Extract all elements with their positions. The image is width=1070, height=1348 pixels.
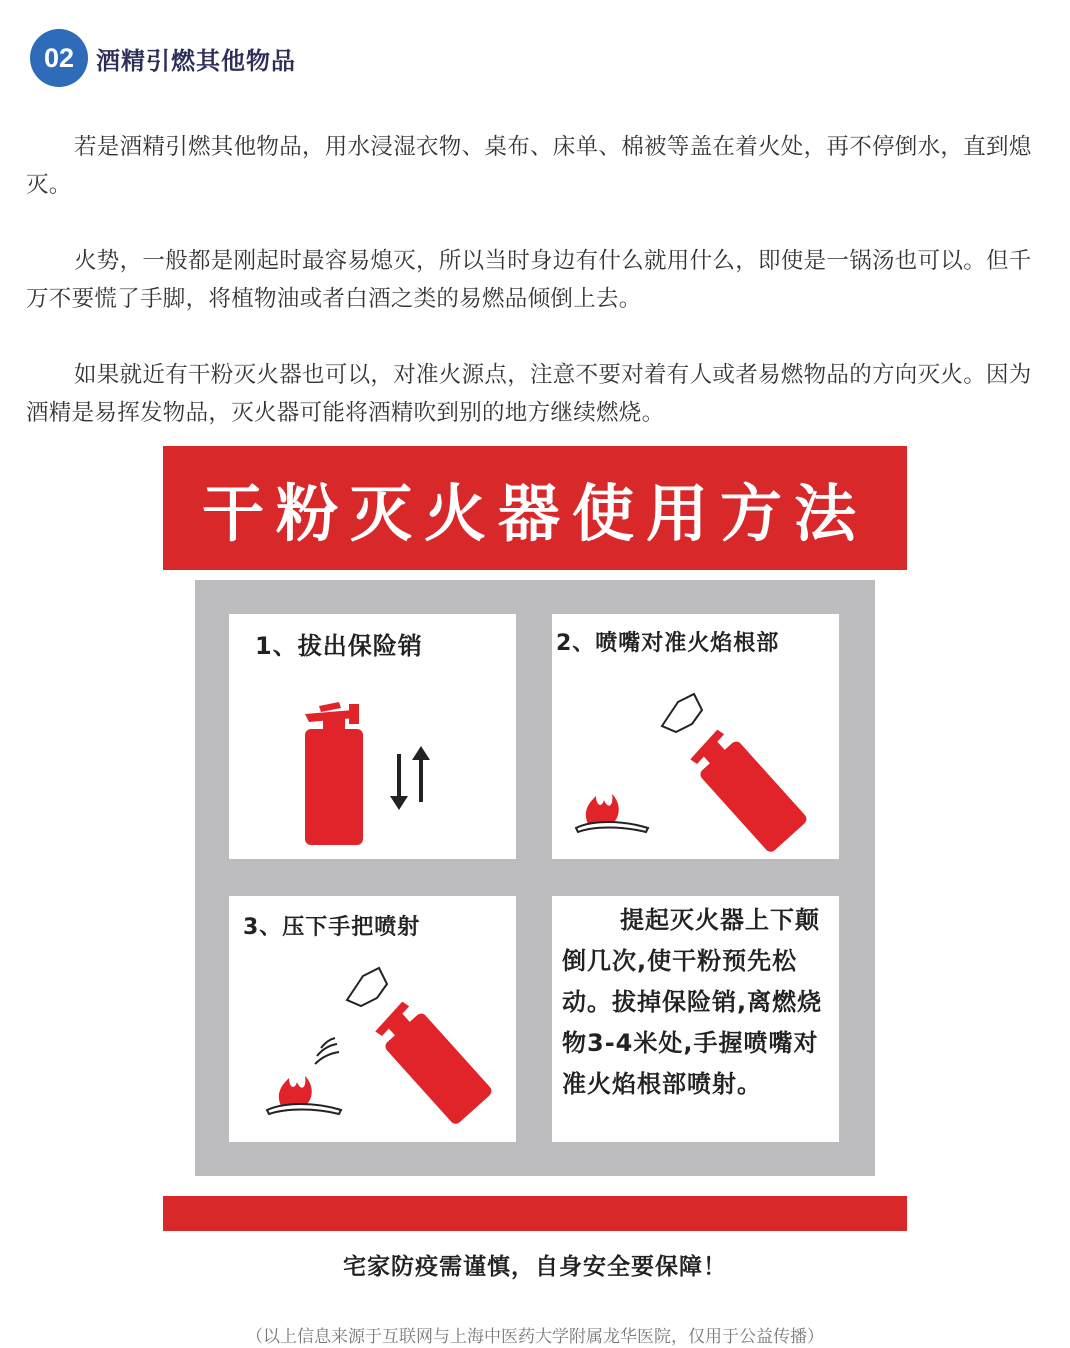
- step-1-panel: [229, 614, 516, 859]
- step-2-label: 2、喷嘴对准火焰根部: [556, 631, 780, 656]
- instructions-panel: [552, 896, 839, 1142]
- section-header: [30, 28, 296, 88]
- section-number-badge: 02: [30, 29, 88, 87]
- step-3-label: 3、压下手把喷射: [243, 915, 421, 940]
- source-footnote: （以上信息来源于互联网与上海中医药大学附属龙华医院，仅用于公益传播）: [246, 1327, 824, 1347]
- step-3-panel: [229, 896, 516, 1142]
- paragraph-2: 火势，一般都是刚起时最容易熄灭，所以当时身边有什么就用什么，即使是一锅汤也可以。但千万不要慌了手脚，将植物油或者白酒之类的易燃品倾倒上去。: [26, 248, 1032, 312]
- instructions-text: 提起灭火器上下颠倒几次,使干粉预先松动。拔掉保险销,离燃烧物3-4米处,手握喷嘴对准火焰根部喷射。: [562, 906, 823, 1098]
- step-2-panel: [552, 614, 839, 859]
- paragraph-3: 如果就近有干粉灭火器也可以，对准火源点，注意不要对着有人或者易燃物品的方向灭火。因为酒精是易挥发物品，灭火器可能将酒精吹到别的地方继续燃烧。: [26, 362, 1032, 426]
- extinguisher-poster: [163, 446, 907, 1231]
- poster-title: 干粉灭火器使用方法: [201, 476, 868, 550]
- paragraph-1: 若是酒精引燃其他物品，用水浸湿衣物、桌布、床单、棉被等盖在着火处，再不停倒水，直到熄灭。: [26, 134, 1032, 198]
- caption: 宅家防疫需谨慎，自身安全要保障！: [343, 1254, 727, 1280]
- poster-body: [163, 570, 907, 1196]
- section-title: 酒精引燃其他物品: [96, 46, 296, 75]
- step-1-label: 1、拔出保险销: [255, 632, 423, 660]
- poster-grid: [195, 580, 875, 1176]
